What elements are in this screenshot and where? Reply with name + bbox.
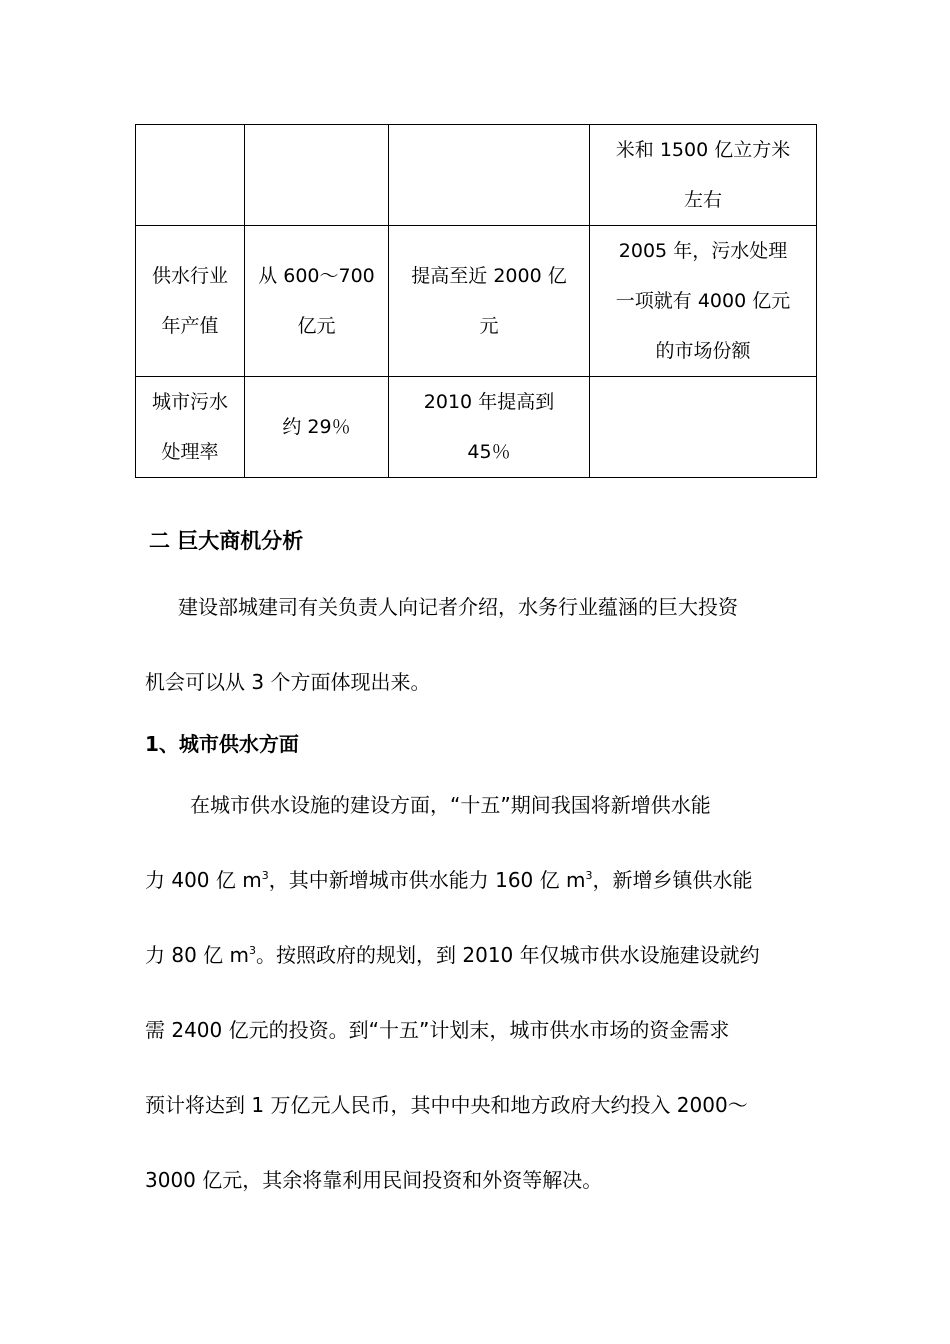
- table-cell: [136, 377, 245, 478]
- table-cell: [245, 377, 389, 478]
- table-cell: [389, 226, 590, 377]
- cell-line: 城市污水: [151, 391, 228, 413]
- table-cell: [590, 125, 817, 226]
- paragraph-line: 建设部城建司有关负责人向记者介绍，水务行业蕴涵的巨大投资: [178, 595, 738, 619]
- cell-line: 的市场份额: [655, 340, 751, 362]
- cell-line: 2005 年，污水处理: [618, 240, 788, 262]
- cell-line: 提高至近 2000 亿: [411, 265, 567, 287]
- cell-line: 从 600～700: [258, 265, 375, 287]
- cell-line: 处理率: [161, 441, 219, 463]
- paragraph-line: 预计将达到 1 万亿元人民币，其中中央和地方政府大约投入 2000～: [145, 1093, 748, 1117]
- cell-line: 亿元: [297, 315, 336, 337]
- subsection-heading: 1、城市供水方面: [145, 732, 299, 756]
- table-cell: [389, 125, 590, 226]
- table-cell: [389, 377, 590, 478]
- cell-line: 供水行业: [151, 265, 228, 287]
- cell-line: 元: [479, 315, 499, 337]
- table-cell: [245, 226, 389, 377]
- cell-line: 一项就有 4000 亿元: [615, 290, 791, 312]
- cell-line: 2010 年提高到: [423, 391, 555, 413]
- table-cell: [136, 125, 245, 226]
- water-supply-paragraph: [145, 768, 825, 1218]
- cell-line: 米和 1500 亿立方米: [615, 139, 791, 161]
- table-cell: [590, 226, 817, 377]
- table-row: [136, 226, 817, 377]
- table-cell: [136, 226, 245, 377]
- data-table: [135, 124, 817, 478]
- cell-line: 年产值: [161, 315, 219, 337]
- cell-line: 45％: [467, 441, 511, 463]
- section-heading: 二 巨大商机分析: [149, 529, 304, 553]
- section-intro-paragraph: [145, 570, 825, 720]
- paragraph-line: 3000 亿元，其余将靠利用民间投资和外资等解决。: [145, 1168, 603, 1192]
- paragraph-line: 机会可以从 3 个方面体现出来。: [145, 670, 431, 694]
- paragraph-line: 需 2400 亿元的投资。到“十五”计划末，城市供水市场的资金需求: [145, 1018, 730, 1042]
- table-row: [136, 377, 817, 478]
- table-cell: [590, 377, 817, 478]
- table-row: [136, 125, 817, 226]
- cell-line: 左右: [683, 189, 722, 211]
- cell-line: 约 29％: [282, 416, 351, 438]
- table-cell: [245, 125, 389, 226]
- paragraph-line: 力 80 亿 $m^3$。按照政府的规划，到 2010 年仅城市供水设施建设就约: [145, 943, 760, 967]
- paragraph-line: 在城市供水设施的建设方面，“十五”期间我国将新增供水能: [190, 793, 711, 817]
- paragraph-line: 力 400 亿 $m^3$，其中新增城市供水能力 160 亿 $m^3$，新增乡镇供水能: [145, 868, 753, 892]
